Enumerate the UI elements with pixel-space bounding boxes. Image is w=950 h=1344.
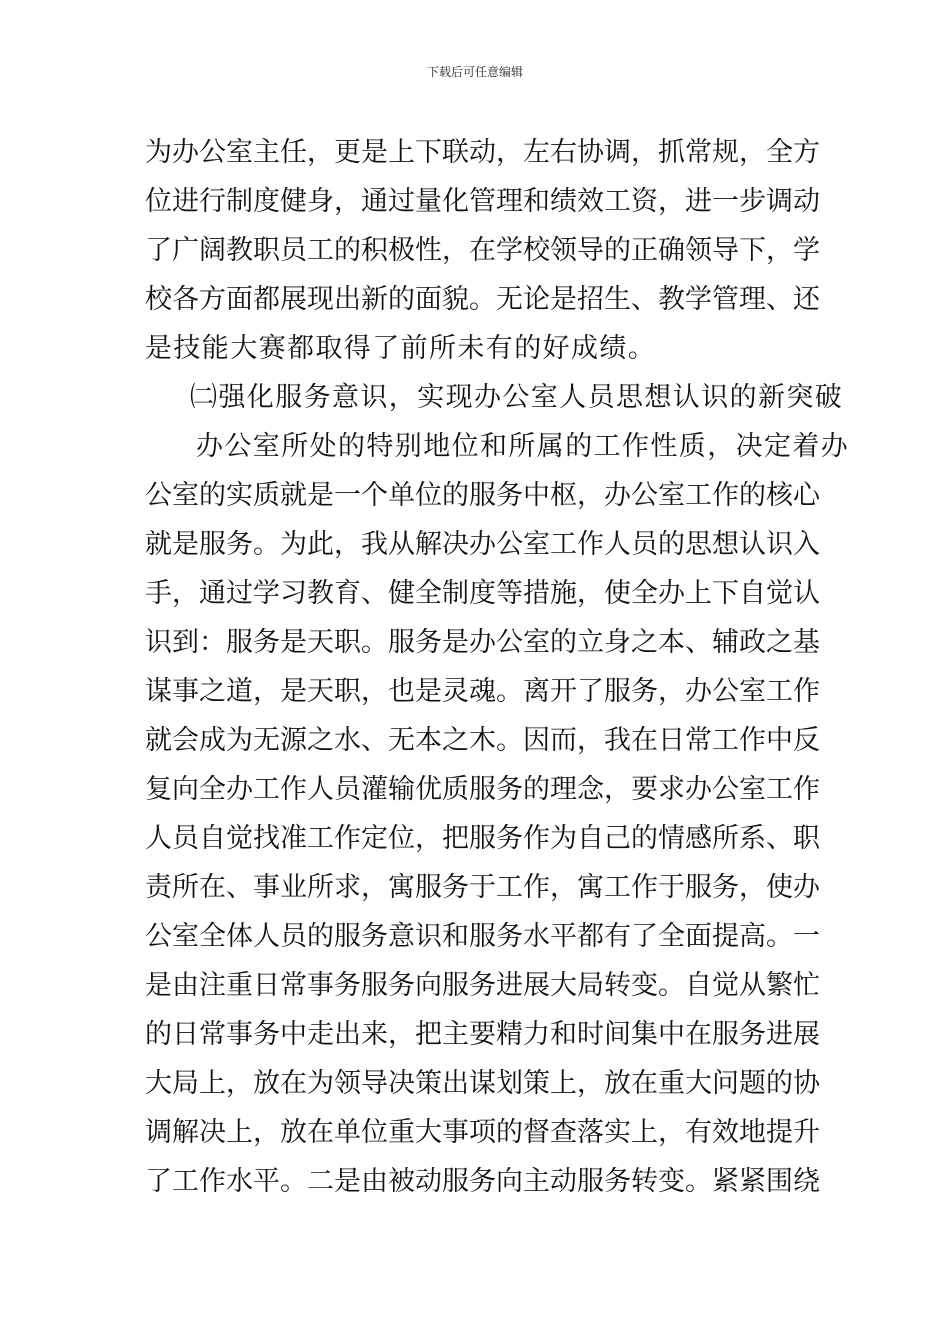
text-line: 的日常事务中走出来，把主要精力和时间集中在服务进展 [145, 1019, 820, 1050]
text-line: 谋事之道，是天职，也是灵魂。离开了服务，办公室工作 [145, 676, 820, 707]
text-line: 公室全体人员的服务意识和服务水平都有了全面提高。一 [145, 921, 820, 952]
text-line: 为办公室主任，更是上下联动，左右协调，抓常规，全方 [145, 137, 820, 168]
text-line: 了工作水平。二是由被动服务向主动服务转变。紧紧围绕 [145, 1166, 820, 1197]
text-line: 办公室所处的特别地位和所属的工作性质，决定着办 [196, 431, 850, 462]
text-line: 就是服务。为此，我从解决办公室工作人员的思想认识入 [145, 529, 820, 560]
text-line: 责所在、事业所求，寓服务于工作，寓工作于服务，使办 [145, 872, 820, 903]
page-header-note: 下载后可任意编辑 [426, 65, 523, 79]
text-line: 公室的实质就是一个单位的服务中枢，办公室工作的核心 [145, 480, 820, 511]
text-line: 就会成为无源之水、无本之木。因而，我在日常工作中反 [145, 725, 820, 756]
section-heading: ㈡强化服务意识，实现办公室人员思想认识的新突破 [190, 382, 844, 413]
text-line: 了广阔教职员工的积极性，在学校领导的正确领导下，学 [145, 235, 820, 266]
text-line: 是由注重日常事务服务向服务进展大局转变。自觉从繁忙 [145, 970, 820, 1001]
text-line: 复向全办工作人员灌输优质服务的理念，要求办公室工作 [145, 774, 820, 805]
text-line: 人员自觉找准工作定位，把服务作为自己的情感所系、职 [145, 823, 820, 854]
text-line: 识到：服务是天职。服务是办公室的立身之本、辅政之基 [145, 627, 820, 658]
text-line: 大局上，放在为领导决策出谋划策上，放在重大问题的协 [145, 1068, 820, 1099]
text-line: 手，通过学习教育、健全制度等措施，使全办上下自觉认 [145, 578, 820, 609]
text-line: 位进行制度健身，通过量化管理和绩效工资，进一步调动 [145, 186, 820, 217]
text-line: 是技能大赛都取得了前所未有的好成绩。 [145, 333, 657, 364]
text-line: 校各方面都展现出新的面貌。无论是招生、教学管理、还 [145, 284, 820, 315]
text-line: 调解决上，放在单位重大事项的督查落实上，有效地提升 [145, 1117, 820, 1148]
